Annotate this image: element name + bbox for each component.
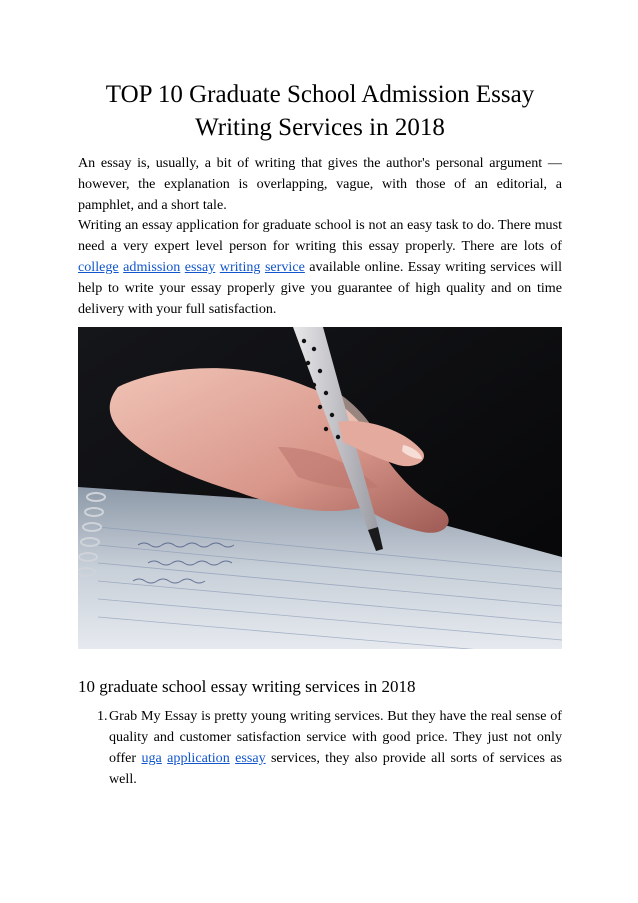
link-service[interactable]: service bbox=[264, 258, 305, 275]
link-essay[interactable]: essay bbox=[184, 258, 216, 275]
title-line-1: TOP 10 Graduate School Admission Essay bbox=[105, 81, 535, 108]
link-college[interactable]: college bbox=[78, 258, 119, 275]
section-heading: 10 graduate school essay writing services in 2018 bbox=[78, 677, 416, 697]
link-application[interactable]: application bbox=[167, 749, 230, 766]
title-line-2: Writing Services in 2018 bbox=[195, 114, 445, 141]
link-writing[interactable]: writing bbox=[219, 258, 261, 275]
link-essay-2[interactable]: essay bbox=[235, 749, 266, 766]
link-admission[interactable]: admission bbox=[123, 258, 181, 275]
list-text-after: services, they also provide all sorts of services as well. bbox=[109, 749, 563, 787]
list-text bbox=[108, 706, 562, 789]
list-item bbox=[78, 706, 562, 789]
writing-photo bbox=[78, 327, 562, 649]
hand-writing-with-pen-icon bbox=[78, 327, 562, 649]
intro-paragraph: An essay is, usually, a bit of writing that gives the author's personal argument — however, the explanation is overlapping, vague, with those of an editorial, a pamphlet, and a short tale. bbox=[78, 155, 562, 213]
document-page bbox=[78, 78, 562, 790]
para2-after: available online. Essay writing services will help to write your essay properly give you guarantee of high quality and on time delivery with your full satisfaction. bbox=[78, 258, 563, 317]
link-uga[interactable]: uga bbox=[141, 749, 162, 766]
document-title bbox=[78, 78, 562, 144]
list-text-before: Grab My Essay is pretty young writing services. But they have the real sense of quality and customer satisfaction service with good price. They just not only offer bbox=[109, 708, 562, 766]
services-list bbox=[78, 706, 562, 789]
second-paragraph bbox=[78, 215, 562, 319]
list-number: 1. bbox=[97, 708, 108, 725]
para2-before: Writing an essay application for graduate school is not an easy task to do. There must need a very expert level person for writing this essay properly. There are lots of bbox=[78, 217, 562, 255]
